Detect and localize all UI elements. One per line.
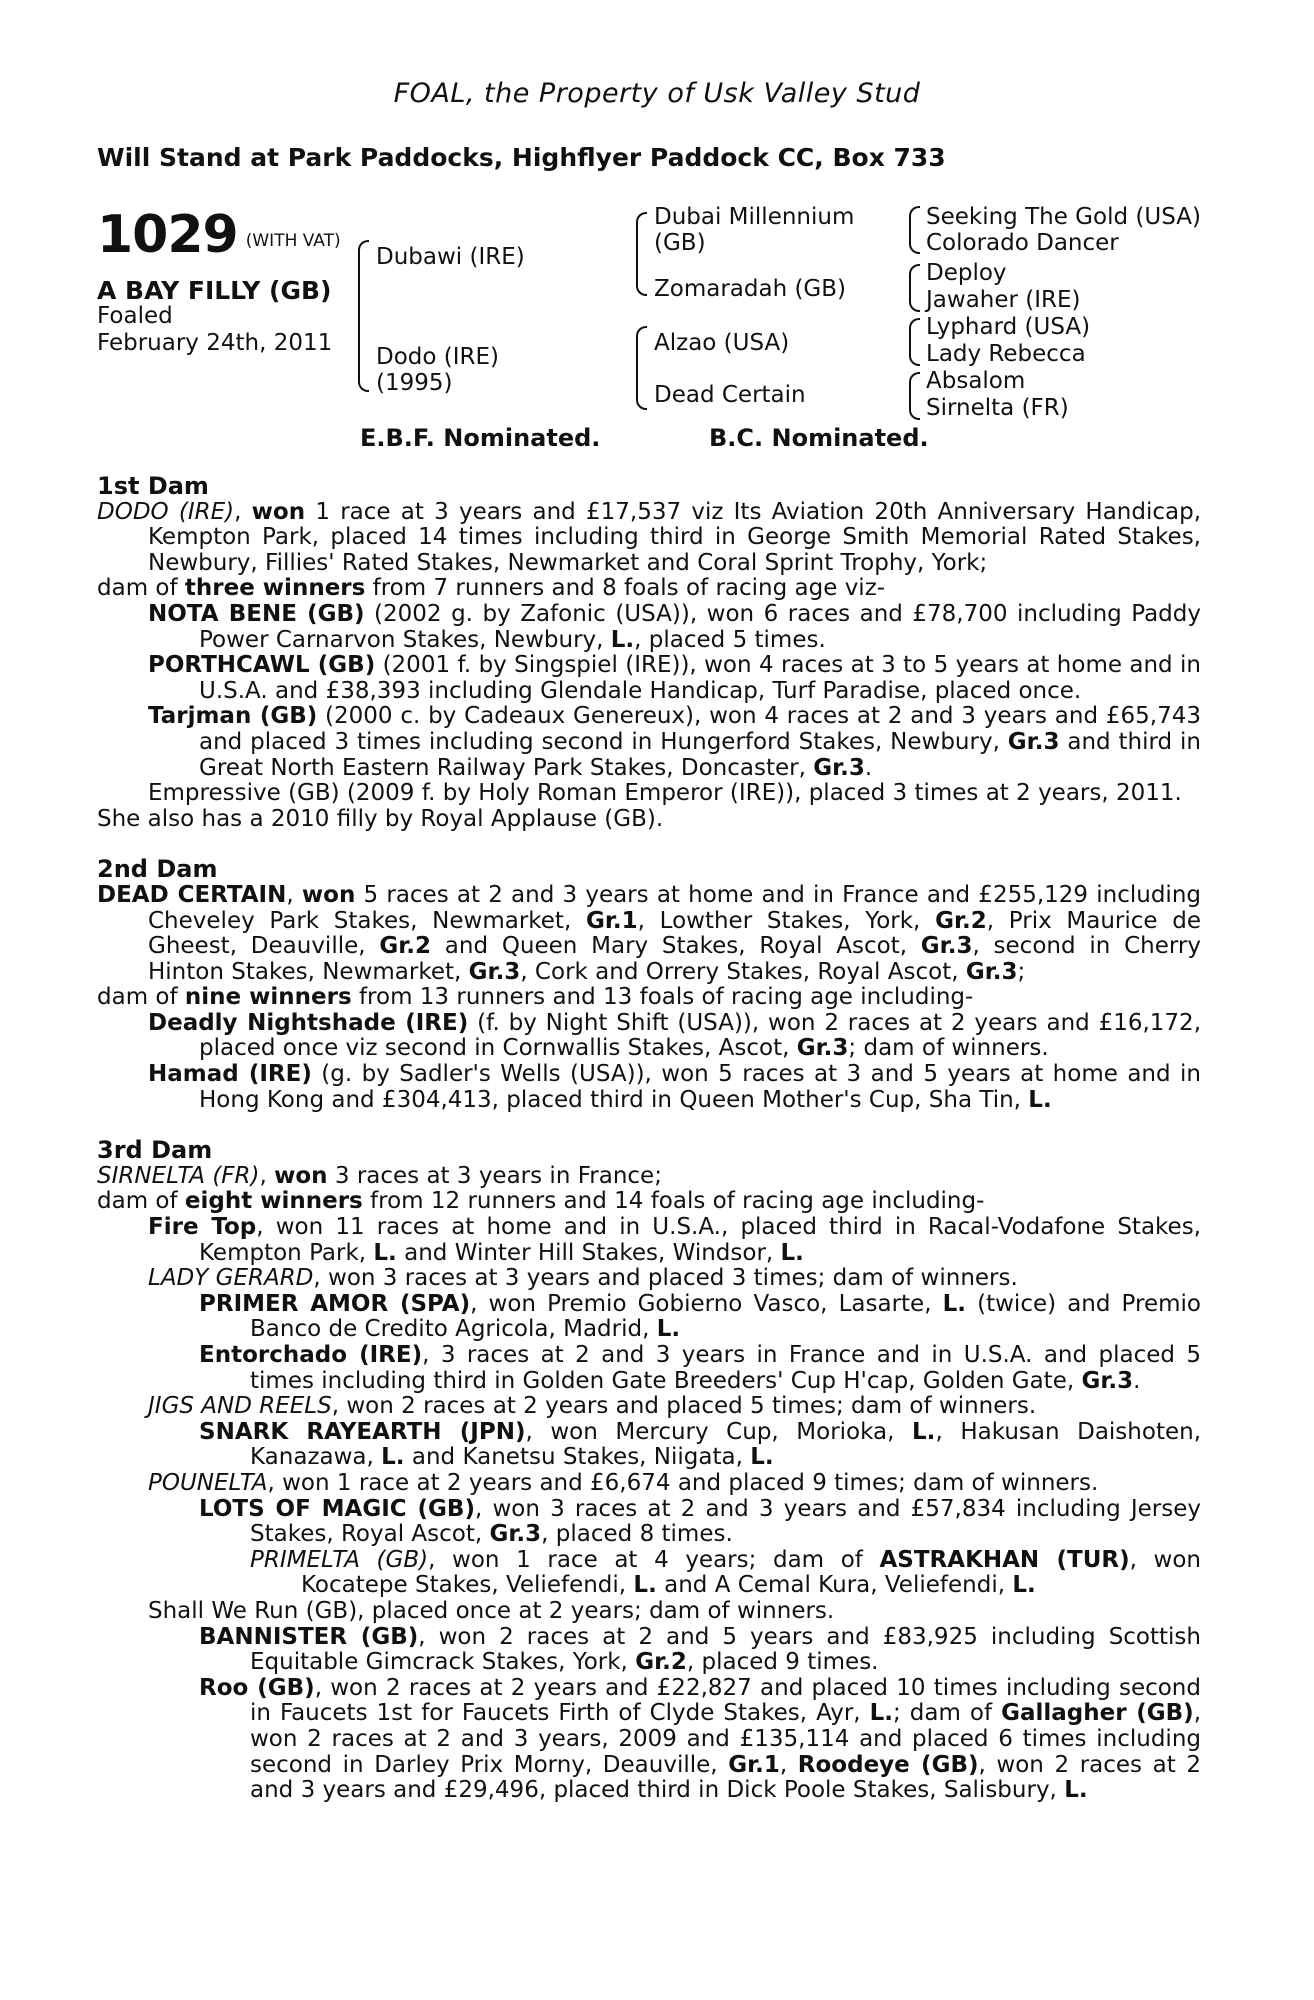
offspring-name: Entorchado (IRE) — [199, 1342, 423, 1368]
offspring-text: (twice) and Premio Banco de Credito Agricola, Madrid, — [250, 1290, 1201, 1343]
sds: Deploy — [926, 260, 1007, 286]
second-dam-heading: 2nd Dam — [97, 855, 218, 884]
listed-mark: L. — [1028, 1086, 1052, 1113]
offspring-text: (2001 f. by Singspiel (IRE)), won 4 races at 3 to 5 years at home and in U.S.A. and £38,393 including Glendale Handicap, Turf Paradise, placed once. — [199, 652, 1201, 704]
offspring-entry — [97, 1062, 1201, 1113]
offspring-entry — [97, 704, 1201, 781]
offspring-text: (2000 c. by Cadeaux Genereux), won 4 races at 2 and 3 years and £65,743 and placed 3 times including second in Hungerford Stakes, Newbury, — [199, 703, 1201, 755]
brace-ds — [909, 318, 920, 366]
third-dam-name: SIRNELTA (FR) — [97, 1162, 260, 1189]
ebf-nominated: E.B.F. Nominated. — [360, 424, 601, 452]
dds: Absalom — [926, 368, 1026, 394]
sire: Dubawi (IRE) — [376, 244, 525, 270]
dam-line1: Dodo (IRE) — [376, 344, 500, 370]
offspring-text: , won 2 races at 2 years and placed 5 times; dam of winners. — [331, 1393, 1037, 1420]
lot-number: 1029 — [97, 205, 238, 265]
offspring-entry — [97, 602, 1201, 653]
offspring-text: , — [779, 1751, 788, 1778]
listed-mark: L. — [1012, 1572, 1036, 1599]
ddd: Sirnelta (FR) — [926, 395, 1069, 421]
offspring-text: (2002 g. by Zafonic (USA)), won 6 races and £78,700 including Paddy Power Carnarvon Stakes, Newbury, — [199, 600, 1201, 653]
foaled-info — [97, 303, 332, 357]
winners-count: three winners — [184, 575, 366, 602]
offspring-text: , won 11 races at home and in U.S.A., placed third in Racal-Vodafone Stakes, Kempton Park, — [199, 1214, 1201, 1266]
offspring-name: Gallagher (GB) — [1001, 1700, 1194, 1727]
group-mark: Gr.3 — [468, 958, 521, 985]
offspring-text: and Kanetsu Stakes, Niigata, — [404, 1444, 751, 1471]
offspring-entry — [97, 1343, 1201, 1394]
offspring-text: , won 1 race at 4 years; dam of — [428, 1546, 880, 1573]
page-title: FOAL, the Property of Usk Valley Stud — [393, 78, 921, 109]
offspring-name: Hamad (IRE) — [148, 1061, 312, 1088]
offspring-text: . — [1133, 1367, 1141, 1394]
offspring-entry — [97, 1420, 1201, 1471]
offspring-name: Tarjman (GB) — [148, 703, 318, 730]
listed-mark: L. — [1064, 1777, 1088, 1804]
record-text: 3 races at 3 years in France; — [327, 1162, 662, 1189]
offspring-entry — [97, 781, 1201, 807]
offspring-text: and A Cemal Kura, Veliefendi, — [656, 1572, 1013, 1599]
offspring-text: , won Kocatepe Stakes, Veliefendi, — [301, 1546, 1201, 1599]
first-dam-record: DODO (IRE), won 1 race at 3 years and £17,537 viz Its Aviation 20th Anniversary Handicap, Kempton Park, placed 14 times including third in George Smith Memorial Rated Stakes, Newbury, Fillies' Rated Stakes, Newmarket and Coral Sprint Trophy, York; — [97, 498, 1202, 576]
offspring-text: ; dam of winners. — [848, 1035, 1049, 1062]
record-text: , Cork and Orrery Stakes, Royal Ascot, — [520, 958, 966, 985]
listed-mark: L. — [780, 1239, 804, 1266]
record-text: , Lowther Stakes, York, — [637, 907, 936, 934]
dam-dam: Dead Certain — [654, 382, 806, 408]
second-dam-produce — [97, 985, 1201, 1011]
listed-mark: L. — [869, 1700, 894, 1727]
offspring-text: , won 1 race at 2 years and £6,674 and placed 9 times; dam of winners. — [267, 1469, 1099, 1496]
brace-dd — [909, 372, 920, 420]
second-dam-name: DEAD CERTAIN — [97, 881, 287, 908]
listed-mark: L. — [656, 1316, 681, 1343]
offspring-entry — [97, 1471, 1201, 1497]
first-dam-name: DODO (IRE) — [97, 498, 235, 525]
offspring-name: BANNISTER (GB) — [199, 1623, 419, 1650]
second-dam-record: DEAD CERTAIN, won 5 races at 2 and 3 years at home and in France and £255,129 including Cheveley Park Stakes, Newmarket, Gr.1, Lowther Stakes, York, Gr.2, Prix Maurice de Gheest, Deauville, Gr.2 and Queen Mary Stakes, Royal Ascot, Gr.3, second in Cherry Hinton Stakes, Newmarket, Gr.3, Cork and Orrery Stakes, Royal Ascot, Gr.3; — [97, 881, 1202, 985]
brace-sd — [909, 264, 920, 312]
group-mark: Gr.2 — [635, 1649, 687, 1676]
group-mark: Gr.1 — [585, 907, 638, 934]
group-mark: Gr.1 — [728, 1751, 780, 1778]
offspring-name: ASTRAKHAN (TUR) — [879, 1546, 1130, 1573]
first-dam-heading: 1st Dam — [97, 472, 209, 500]
brace-gen1 — [358, 240, 369, 392]
offspring-name: PRIMER AMOR (SPA) — [199, 1290, 471, 1317]
offspring-entry — [97, 653, 1201, 704]
listed-mark: L. — [633, 1572, 657, 1599]
group-mark: Gr.3 — [920, 933, 973, 960]
offspring-entry — [97, 1011, 1201, 1062]
winners-count: eight winners — [184, 1188, 363, 1215]
foaled-date: February 24th, 2011 — [97, 330, 333, 356]
sire-sire-line1: Dubai Millennium — [654, 204, 855, 230]
dam-of: dam of — [97, 575, 185, 602]
group-mark: Gr.3 — [965, 958, 1018, 985]
offspring-name: Roodeye (GB) — [797, 1751, 979, 1778]
won-word: won — [274, 1162, 328, 1189]
dam-of: dam of — [97, 984, 185, 1011]
offspring-text: , won Premio Gobierno Vasco, Lasarte, — [470, 1290, 943, 1317]
offspring-text: . — [864, 754, 873, 781]
won-word: won — [251, 498, 306, 525]
offspring-text: , won 2 races at 2 years and £22,827 and placed 10 times including second in Faucets 1st for Faucets Firth of Clyde Stakes, Ayr, — [250, 1674, 1201, 1727]
first-dam-produce — [97, 576, 1201, 602]
record-text: 5 races at 2 and 3 years at home and in France and £255,129 including Cheveley Park Stakes, Newmarket, — [148, 881, 1202, 934]
offspring-name: LOTS OF MAGIC (GB) — [199, 1495, 475, 1522]
lot-header — [97, 205, 341, 265]
family-details — [97, 474, 1201, 1804]
record-text: ; — [1017, 958, 1026, 985]
listed-mark: L. — [942, 1290, 967, 1317]
first-dam-text: 1 race at 3 years and £17,537 viz Its Aviation 20th Anniversary Handicap, Kempton Park, placed 14 times including third in George Smith Memorial Rated Stakes, Newbury, Fillies' Rated Stakes, Newmarket and Coral Sprint Trophy, York; — [148, 498, 1202, 576]
listed-mark: L. — [750, 1444, 774, 1471]
also-text: She also has a 2010 filly by Royal Applause (GB). — [97, 805, 664, 832]
offspring-entry — [97, 1266, 1201, 1292]
listed-mark: L. — [373, 1239, 397, 1266]
third-dam-record: SIRNELTA (FR), won 3 races at 3 years in France; — [97, 1162, 662, 1189]
stabling-info: Will Stand at Park Paddocks, Highflyer Paddock CC, Box 733 — [97, 143, 946, 172]
horse-name: A BAY FILLY (GB) — [97, 276, 332, 305]
offspring-entry — [97, 1676, 1201, 1804]
group-mark: Gr.3 — [796, 1035, 849, 1062]
brace-dam — [636, 326, 647, 410]
offspring-entry — [97, 1394, 1201, 1420]
offspring-name: PRIMELTA (GB) — [250, 1546, 429, 1573]
offspring-name: NOTA BENE (GB) — [148, 600, 365, 627]
offspring-text: , placed 8 times. — [541, 1521, 733, 1548]
dsd: Lady Rebecca — [926, 341, 1086, 367]
group-mark: Gr.3 — [1007, 728, 1060, 755]
brace-ss — [909, 206, 920, 254]
offspring-text: , won 3 races at 3 years and placed 3 times; dam of winners. — [313, 1265, 1018, 1292]
dam-sire: Alzao (USA) — [654, 330, 790, 356]
won-word: won — [301, 881, 356, 908]
offspring-name: Deadly Nightshade (IRE) — [148, 1009, 469, 1036]
offspring-text: Shall We Run (GB), placed once at 2 years; dam of winners. — [148, 1597, 835, 1624]
listed-mark: L. — [381, 1444, 405, 1471]
offspring-entry — [97, 1548, 1201, 1599]
offspring-name: JIGS AND REELS — [148, 1393, 332, 1420]
sire-sire-line2: (GB) — [654, 230, 706, 256]
offspring-text: (g. by Sadler's Wells (USA)), won 5 races at 3 and 5 years at home and in Hong Kong and £304,413, placed third in Queen Mother's Cup, Sha Tin, — [199, 1061, 1201, 1113]
record-text: , second in Cherry Hinton Stakes, Newmarket, — [148, 933, 1201, 985]
ssd: Colorado Dancer — [926, 230, 1119, 256]
produce-text: from 12 runners and 14 foals of racing age including- — [362, 1188, 985, 1215]
winners-count: nine winners — [184, 984, 352, 1011]
offspring-text: , won 2 races at 2 and 3 years and £29,496, placed third in Dick Poole Stakes, Salisbury, — [250, 1751, 1201, 1804]
foaled-label: Foaled — [97, 303, 173, 329]
offspring-entry — [97, 1215, 1201, 1266]
offspring-text: , won 2 races at 2 and 5 years and £83,925 including Scottish Equitable Gimcrack Stakes, York, — [250, 1623, 1201, 1676]
group-mark: Gr.2 — [379, 933, 432, 960]
record-text: , Prix Maurice de Gheest, Deauville, — [148, 907, 1202, 960]
offspring-name: SNARK RAYEARTH (JPN) — [199, 1418, 526, 1445]
offspring-text: ; dam of — [893, 1700, 993, 1727]
listed-mark: L. — [610, 626, 635, 653]
group-mark: Gr.3 — [813, 754, 865, 781]
group-mark: Gr.3 — [1081, 1367, 1134, 1394]
brace-sire — [636, 212, 647, 296]
sdd: Jawaher (IRE) — [926, 287, 1081, 313]
bc-nominated: B.C. Nominated. — [709, 424, 929, 452]
sire-dam: Zomaradah (GB) — [654, 276, 847, 302]
offspring-text: , placed 9 times. — [686, 1649, 879, 1676]
group-mark: Gr.3 — [489, 1521, 542, 1548]
group-mark: Gr.2 — [935, 907, 987, 934]
dam-line2: (1995) — [376, 370, 453, 396]
third-dam-produce — [97, 1189, 1201, 1215]
offspring-name: Roo (GB) — [199, 1674, 315, 1701]
offspring-text: , Hakusan Daishoten, Kanazawa, — [250, 1418, 1202, 1471]
offspring-text: and Winter Hill Stakes, Windsor, — [396, 1239, 781, 1266]
offspring-name: PORTHCAWL (GB) — [148, 652, 376, 679]
sss: Seeking The Gold (USA) — [926, 204, 1201, 230]
also-note — [97, 807, 1201, 833]
listed-mark: L. — [912, 1418, 936, 1445]
offspring-name: LADY GERARD — [148, 1265, 314, 1292]
dam-of: dam of — [97, 1188, 185, 1215]
offspring-text: , won 2 races at 2 and 3 years, 2009 and £135,114 and placed 6 times including second in Darley Prix Morny, Deauville, — [250, 1700, 1201, 1778]
offspring-entry — [97, 1625, 1201, 1676]
offspring-entry — [97, 1599, 1201, 1625]
produce-text: from 7 runners and 8 foals of racing age viz- — [365, 575, 886, 602]
offspring-text: , 3 races at 2 and 3 years in France and in U.S.A. and placed 5 times including third in Golden Gate Breeders' Cup H'cap, Golden Gate, — [250, 1342, 1202, 1394]
vat-note: (WITH VAT) — [245, 231, 341, 251]
offspring-text: , won Mercury Cup, Morioka, — [525, 1418, 913, 1445]
produce-text: from 13 runners and 13 foals of racing age including- — [351, 984, 974, 1011]
dss: Lyphard (USA) — [926, 314, 1091, 340]
offspring-entry — [97, 1292, 1201, 1343]
offspring-text: and third in Great North Eastern Railway Park Stakes, Doncaster, — [199, 728, 1201, 781]
third-dam-heading: 3rd Dam — [97, 1136, 213, 1165]
record-text: and Queen Mary Stakes, Royal Ascot, — [431, 933, 921, 960]
offspring-text: , won 3 races at 2 and 3 years and £57,834 including Jersey Stakes, Royal Ascot, — [250, 1495, 1201, 1548]
offspring-text: (f. by Night Shift (USA)), won 2 races at 2 years and £16,172, placed once viz second in Cornwallis Stakes, Ascot, — [199, 1009, 1202, 1062]
offspring-entry — [97, 1497, 1201, 1548]
offspring-text: , placed 5 times. — [634, 626, 826, 653]
offspring-name: POUNELTA — [148, 1469, 268, 1496]
offspring-text: Empressive (GB) (2009 f. by Holy Roman Emperor (IRE)), placed 3 times at 2 years, 2011. — [148, 780, 1182, 807]
offspring-name: Fire Top — [148, 1214, 257, 1241]
